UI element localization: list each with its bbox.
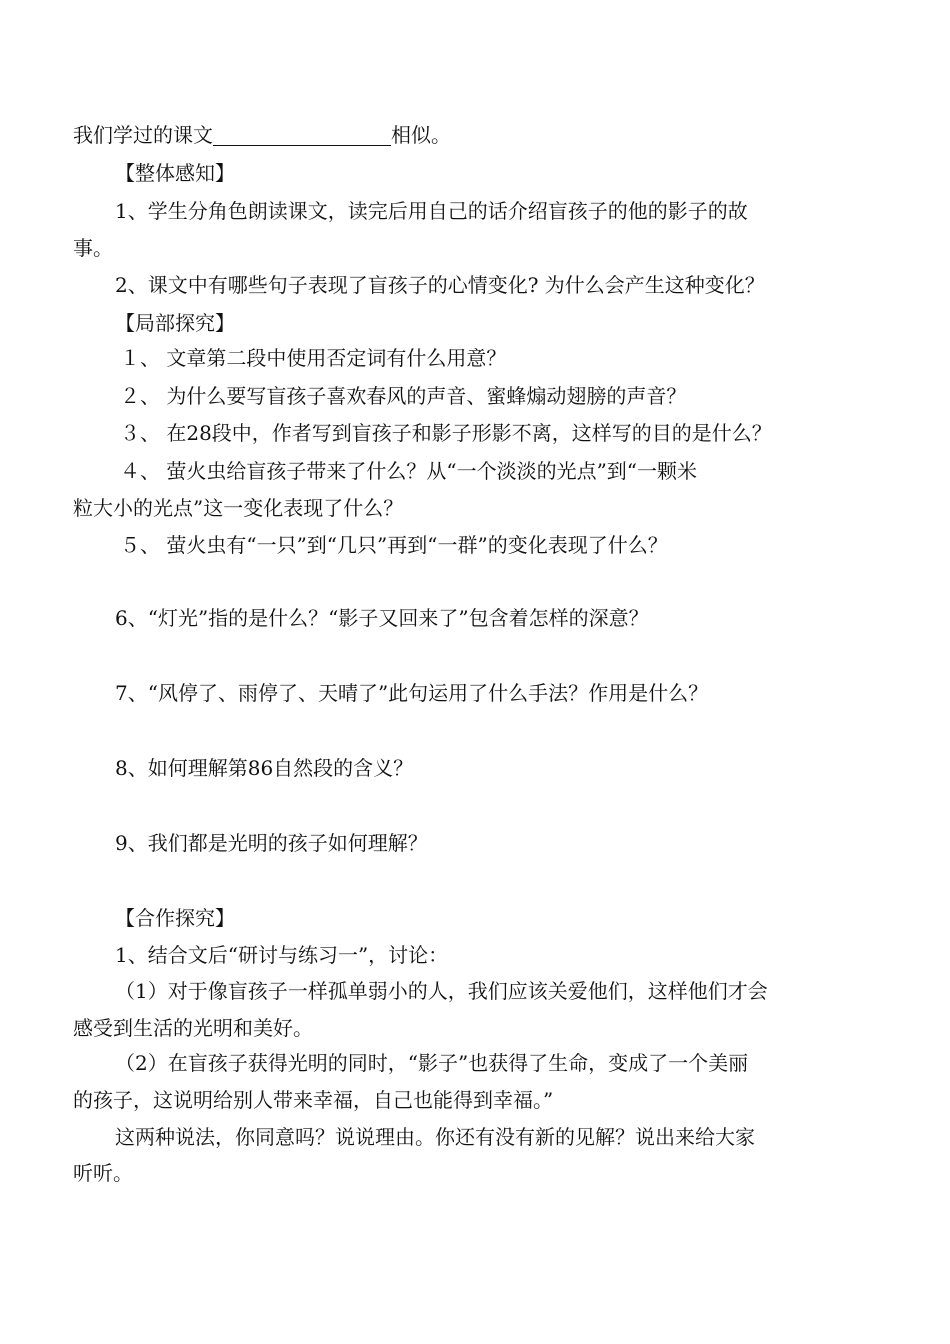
- partial-question-4-line-1: ４、 萤火虫给盲孩子带来了什么？从“一个淡淡的光点”到“一颗米: [120, 459, 698, 483]
- partial-question-3: ３、 在28段中，作者写到盲孩子和影子形影不离，这样写的目的是什么？: [120, 421, 772, 445]
- statement-2-line-1: （2）在盲孩子获得光明的同时，“影子”也获得了生命，变成了一个美丽: [115, 1051, 749, 1075]
- partial-question-1: １、 文章第二段中使用否定词有什么用意？: [120, 346, 507, 370]
- cooperative-question-1: 1、结合文后“研讨与练习一”，讨论：: [115, 943, 449, 967]
- section-heading-partial: 【局部探究】: [115, 311, 235, 335]
- partial-question-2: ２、 为什么要写盲孩子喜欢春风的声音、蜜蜂煽动翅膀的声音？: [120, 384, 687, 408]
- partial-question-4-line-2: 粒大小的光点”这一变化表现了什么？: [73, 496, 404, 520]
- statement-1-line-1: （1）对于像盲孩子一样孤单弱小的人，我们应该关爱他们，这样他们才会: [115, 979, 768, 1003]
- intro-text-after: 相似。: [391, 123, 451, 147]
- intro-text-before: 我们学过的课文: [73, 123, 213, 147]
- section-heading-overall: 【整体感知】: [115, 161, 235, 185]
- partial-question-9: 9、我们都是光明的孩子如何理解？: [115, 831, 428, 855]
- discussion-prompt-line-2: 听听。: [73, 1161, 133, 1185]
- question-1-line-1: 1、学生分角色朗读课文，读完后用自己的话介绍盲孩子的他的影子的故: [115, 199, 748, 223]
- question-2: 2、课文中有哪些句子表现了盲孩子的心情变化? 为什么会产生这种变化？: [115, 273, 765, 297]
- discussion-prompt-line-1: 这两种说法，你同意吗？说说理由。你还有没有新的见解？说出来给大家: [115, 1125, 755, 1149]
- fill-in-blank: [213, 123, 391, 146]
- intro-line: [73, 122, 833, 148]
- statement-1-line-2: 感受到生活的光明和美好。: [73, 1016, 313, 1040]
- partial-question-5: ５、 萤火虫有“一只”到“几只”再到“一群”的变化表现了什么？: [120, 533, 668, 557]
- partial-question-6: 6、“灯光”指的是什么？“影子又回来了”包含着怎样的深意？: [115, 606, 649, 630]
- partial-question-7: 7、“风停了、雨停了、天晴了”此句运用了什么手法？作用是什么？: [115, 681, 709, 705]
- section-heading-cooperative: 【合作探究】: [115, 906, 235, 930]
- statement-2-line-2: 的孩子，这说明给别人带来幸福，自己也能得到幸福。”: [73, 1088, 554, 1112]
- question-1-line-2: 事。: [73, 236, 113, 260]
- partial-question-8: 8、如何理解第86自然段的含义？: [115, 756, 414, 780]
